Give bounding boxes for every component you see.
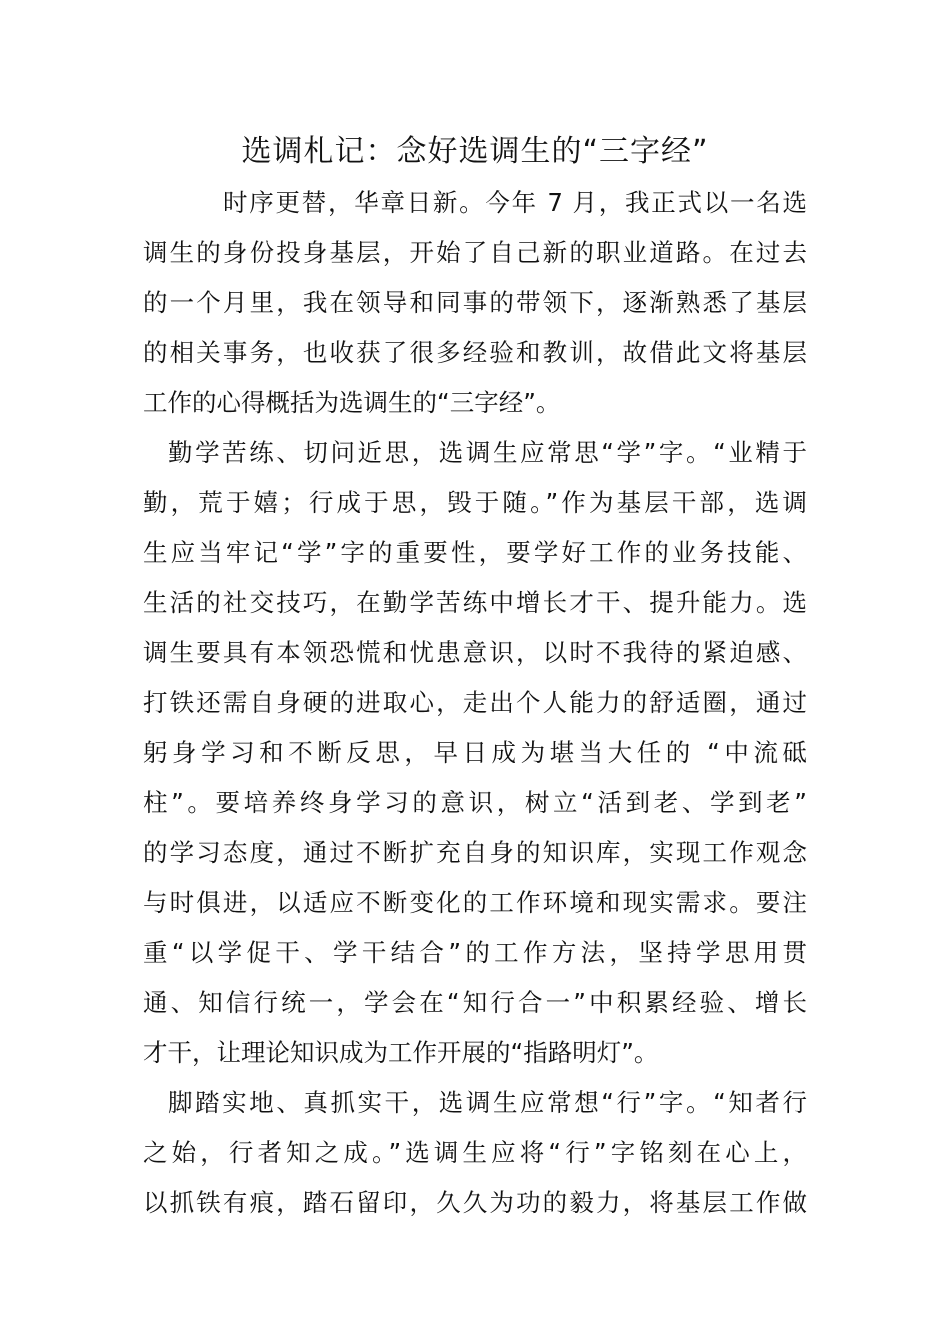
paragraph-2-line-9: 的学习态度，通过不断扩充自身的知识库，实现工作观念 [143, 838, 807, 867]
paragraph-1-line-4: 的相关事务，也收获了很多经验和教训，故借此文将基层 [143, 338, 807, 367]
document-title: 选调札记：念好选调生的“三字经” [241, 134, 709, 169]
paragraph-2-line-11: 重“以学促干、学干结合”的工作方法，坚持学思用贯 [143, 938, 807, 967]
paragraph-1-line-3: 的一个月里，我在领导和同事的带领下，逐渐熟悉了基层 [143, 288, 807, 317]
paragraph-2-line-3: 生应当牢记“学”字的重要性，要学好工作的业务技能、 [143, 538, 807, 567]
paragraph-2-line-2: 勤，荒于嬉；行成于思，毁于随。”作为基层干部，选调 [143, 488, 807, 517]
paragraph-2-line-12: 通、知信行统一，学会在“知行合一”中积累经验、增长 [143, 988, 807, 1017]
paragraph-1-line-1: 时序更替，华章日新。今年 7 月，我正式以一名选 [223, 188, 807, 217]
paragraph-2-line-6: 打铁还需自身硬的进取心，走出个人能力的舒适圈，通过 [143, 688, 807, 717]
paragraph-2-line-7: 躬身学习和不断反思，早日成为堪当大任的 “中流砥 [143, 738, 807, 767]
paragraph-2-line-8: 柱”。要培养终身学习的意识，树立“活到老、学到老” [143, 788, 807, 817]
paragraph-3-line-2: 之始，行者知之成。”选调生应将“行”字铭刻在心上， [143, 1138, 807, 1167]
paragraph-2-line-10: 与时俱进，以适应不断变化的工作环境和现实需求。要注 [143, 888, 807, 917]
paragraph-2-line-13: 才干，让理论知识成为工作开展的“指路明灯”。 [143, 1038, 659, 1067]
paragraph-2-line-5: 调生要具有本领恐慌和忧患意识，以时不我待的紧迫感、 [143, 638, 807, 667]
paragraph-1-line-2: 调生的身份投身基层，开始了自己新的职业道路。在过去 [143, 238, 807, 267]
paragraph-3-line-1: 脚踏实地、真抓实干，选调生应常想“行”字。“知者行 [168, 1088, 807, 1117]
paragraph-3-line-3: 以抓铁有痕，踏石留印，久久为功的毅力，将基层工作做 [143, 1188, 807, 1217]
paragraph-2-line-4: 生活的社交技巧，在勤学苦练中增长才干、提升能力。选 [143, 588, 807, 617]
document-body [143, 178, 807, 1228]
paragraph-2-line-1: 勤学苦练、切问近思，选调生应常思“学”字。“业精于 [168, 438, 807, 467]
paragraph-1-line-5: 工作的心得概括为选调生的“三字经”。 [143, 388, 561, 417]
